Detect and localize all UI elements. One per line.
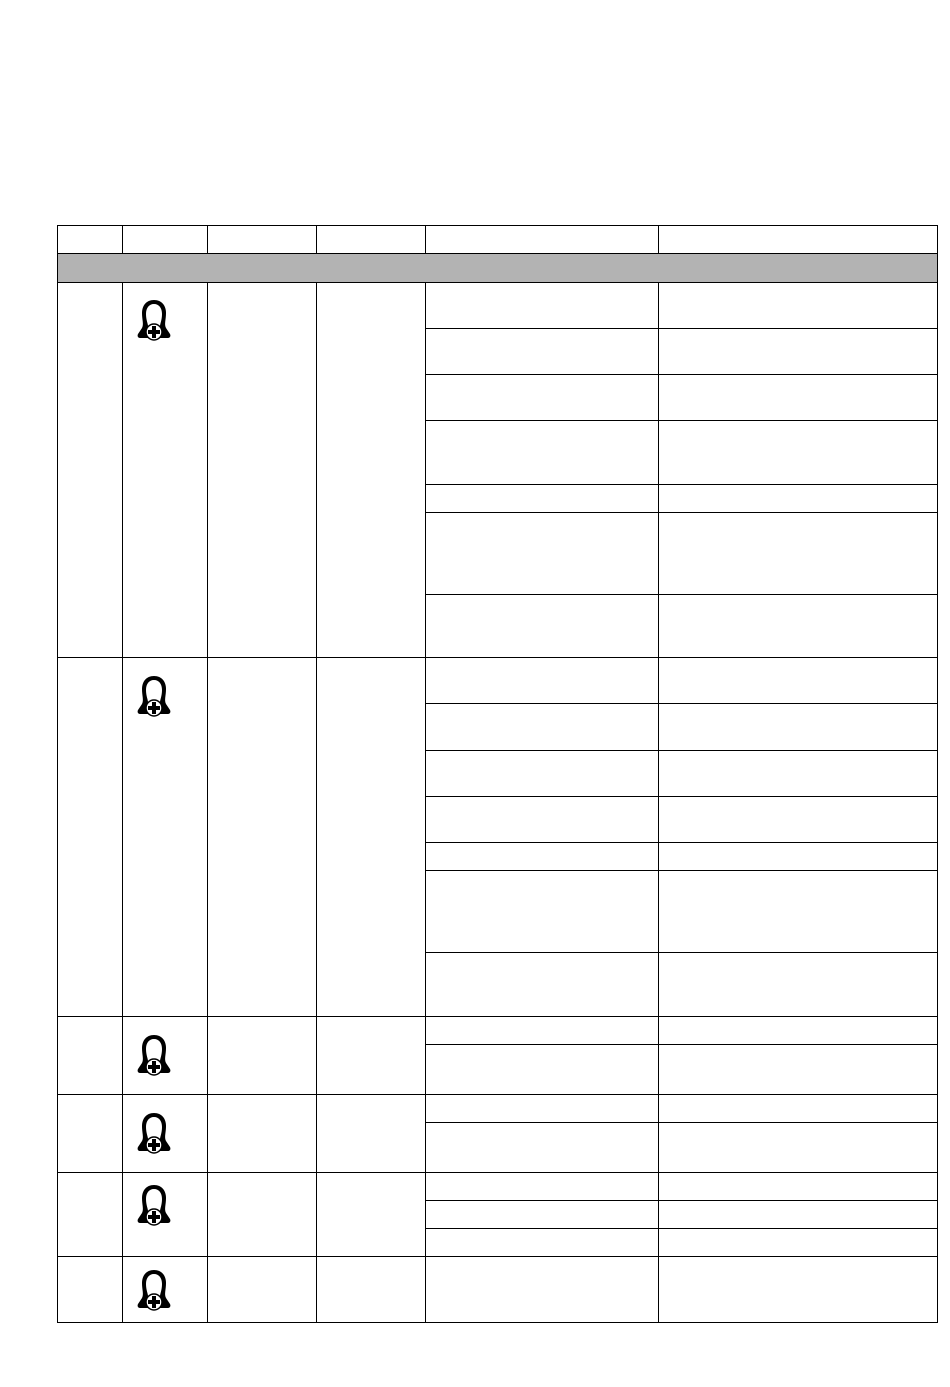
sub-row-separator bbox=[425, 328, 937, 329]
sub-row-separator bbox=[425, 750, 937, 751]
nurse-icon bbox=[134, 1268, 174, 1312]
table-left-border bbox=[57, 225, 58, 1322]
sub-row-separator bbox=[425, 796, 937, 797]
header-column-divider bbox=[425, 225, 426, 253]
group-separator bbox=[57, 657, 937, 658]
nurse-icon bbox=[134, 1033, 174, 1077]
section-band bbox=[57, 253, 937, 282]
sub-row-separator bbox=[425, 374, 937, 375]
sub-row-separator bbox=[425, 594, 937, 595]
header-column-divider bbox=[207, 225, 208, 253]
group-separator bbox=[57, 1256, 937, 1257]
sub-row-separator bbox=[425, 1044, 937, 1045]
table-right-border bbox=[937, 225, 938, 1322]
sub-row-separator bbox=[425, 870, 937, 871]
group-separator bbox=[57, 1094, 937, 1095]
nurse-icon bbox=[134, 674, 174, 718]
sub-row-separator bbox=[425, 1228, 937, 1229]
sub-row-separator bbox=[425, 420, 937, 421]
column-divider bbox=[658, 282, 659, 1322]
group-separator bbox=[57, 1172, 937, 1173]
header-column-divider bbox=[122, 225, 123, 253]
sub-row-separator bbox=[425, 1200, 937, 1201]
nurse-icon bbox=[134, 1111, 174, 1155]
section-band-bottom bbox=[57, 282, 937, 283]
header-column-divider bbox=[316, 225, 317, 253]
header-column-divider bbox=[658, 225, 659, 253]
table-bottom-border bbox=[57, 1322, 938, 1323]
column-divider bbox=[122, 282, 123, 1322]
header-row-bottom bbox=[57, 253, 937, 254]
sub-row-separator bbox=[425, 703, 937, 704]
nurse-icon bbox=[134, 1183, 174, 1227]
table-top-border bbox=[57, 225, 938, 226]
column-divider bbox=[207, 282, 208, 1322]
group-separator bbox=[57, 1016, 937, 1017]
sub-row-separator bbox=[425, 952, 937, 953]
nurse-icon bbox=[134, 298, 174, 342]
sub-row-separator bbox=[425, 1122, 937, 1123]
column-divider bbox=[425, 282, 426, 1322]
sub-row-separator bbox=[425, 484, 937, 485]
sub-row-separator bbox=[425, 842, 937, 843]
column-divider bbox=[316, 282, 317, 1322]
sub-row-separator bbox=[425, 512, 937, 513]
